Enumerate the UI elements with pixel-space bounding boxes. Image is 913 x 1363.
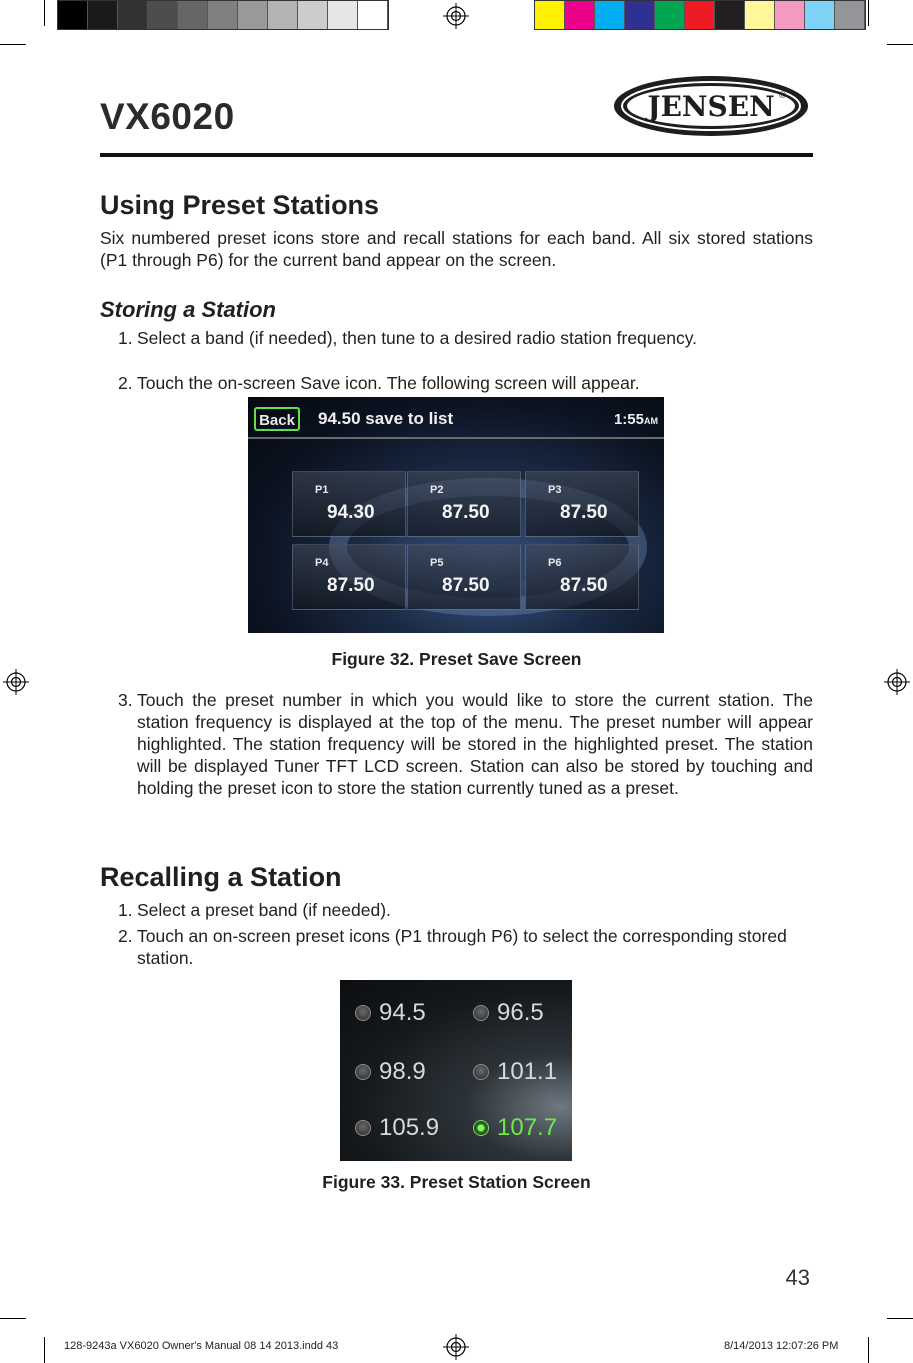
station-frequency: 101.1	[497, 1058, 558, 1085]
crop-mark	[887, 1318, 913, 1319]
preset-p5-button[interactable]	[407, 544, 521, 610]
step-number: 1.	[118, 328, 133, 348]
preset-frequency: 87.50	[327, 575, 375, 596]
registration-mark-icon	[443, 3, 469, 29]
crop-mark	[868, 0, 869, 26]
clock-ampm: AM	[644, 416, 658, 426]
color-swatch	[358, 1, 388, 29]
color-swatch	[298, 1, 328, 29]
color-swatch	[58, 1, 88, 29]
step-text: Touch the on-screen Save icon. The following screen will appear.	[137, 373, 640, 393]
recalling-step-2	[118, 925, 813, 969]
preset-frequency: 87.50	[560, 575, 608, 596]
subheading-storing: Storing a Station	[100, 297, 276, 322]
preset-frequency: 87.50	[442, 575, 490, 596]
step-number: 1.	[118, 900, 133, 920]
jensen-logo	[612, 74, 810, 138]
registration-mark-icon	[443, 1334, 469, 1360]
clock-time: 1:55	[613, 411, 644, 428]
save-screen-title: 94.50 save to list	[318, 409, 454, 428]
storing-step-3	[118, 689, 813, 799]
color-swatch	[118, 1, 148, 29]
radio-dot-selected-icon	[473, 1120, 489, 1136]
color-swatch	[595, 1, 625, 29]
color-swatch	[745, 1, 775, 29]
preset-label: P5	[430, 557, 444, 569]
preset-frequency: 94.30	[327, 502, 375, 523]
figure-33-caption: Figure 33. Preset Station Screen	[322, 1172, 591, 1192]
title-divider	[248, 437, 664, 439]
preset-save-screen-figure	[248, 397, 664, 633]
color-swatch	[775, 1, 805, 29]
slug-file-info: 128-9243a VX6020 Owner's Manual 08 14 2013.indd 43	[64, 1340, 339, 1352]
preset-frequency: 87.50	[560, 502, 608, 523]
preset-label: P2	[430, 484, 444, 496]
radio-dot-icon	[355, 1064, 371, 1080]
step-text: Touch an on-screen preset icons (P1 through P6) to select the corresponding stored station.	[137, 926, 787, 968]
crop-mark	[868, 1337, 869, 1363]
color-swatch	[208, 1, 238, 29]
station-frequency: 105.9	[379, 1114, 440, 1141]
color-swatch	[148, 1, 178, 29]
color-swatch	[535, 1, 565, 29]
clock	[614, 411, 658, 428]
registration-mark-icon	[3, 669, 29, 695]
storing-step-1	[118, 327, 813, 349]
back-button[interactable]: Back	[254, 407, 300, 431]
step-number: 3.	[118, 690, 133, 710]
section-heading-recalling: Recalling a Station	[100, 862, 342, 892]
radio-dot-icon	[473, 1005, 489, 1021]
preset-p4-button[interactable]	[292, 544, 406, 610]
preset-label: P6	[548, 557, 562, 569]
figure-32-caption: Figure 32. Preset Save Screen	[331, 649, 582, 669]
color-swatch	[625, 1, 655, 29]
preset-p6-button[interactable]	[525, 544, 639, 610]
preset-label: P4	[315, 557, 329, 569]
station-frequency: 96.5	[497, 999, 544, 1026]
radio-dot-icon	[355, 1120, 371, 1136]
header-rule	[100, 153, 813, 157]
preset-frequency: 87.50	[442, 502, 490, 523]
color-swatch	[715, 1, 745, 29]
step-number: 2.	[118, 373, 133, 393]
slug-date: 8/14/2013 12:07:26 PM	[724, 1340, 839, 1352]
preset-p1-button[interactable]	[292, 471, 406, 537]
preset-p2-button[interactable]	[407, 471, 521, 537]
model-title: VX6020	[100, 96, 235, 137]
color-swatch	[238, 1, 268, 29]
intro-paragraph: Six numbered preset icons store and recall stations for each band. All six stored stations (P1 through P6) for the current band appear on the screen.	[100, 228, 813, 270]
station-frequency: 98.9	[379, 1058, 426, 1085]
color-swatch	[685, 1, 715, 29]
crop-mark	[0, 1318, 26, 1319]
storing-step-2	[118, 372, 813, 394]
registration-mark-icon	[884, 669, 910, 695]
step-text: Touch the preset number in which you would like to store the current station. The station frequency is displayed at the top of the menu. The preset number will appear highlighted. The station frequency will be stored in the highlighted preset. The station will be displayed Tuner TFT LCD screen. Station can also be stored by touching and holding the preset icon to store the station currently tuned as a preset.	[137, 690, 813, 798]
color-swatch	[565, 1, 595, 29]
color-swatch	[655, 1, 685, 29]
color-swatch	[268, 1, 298, 29]
step-text: Select a preset band (if needed).	[137, 900, 391, 920]
registered-mark: ®	[778, 91, 787, 101]
station-frequency: 94.5	[379, 999, 426, 1026]
crop-mark	[887, 44, 913, 45]
step-number: 2.	[118, 926, 133, 946]
preset-p3-button[interactable]	[525, 471, 639, 537]
color-swatch	[178, 1, 208, 29]
page-number: 43	[785, 1265, 810, 1290]
cmyk-color-bar	[534, 0, 866, 30]
crop-mark	[44, 1337, 45, 1363]
preset-label: P1	[315, 484, 329, 496]
color-swatch	[328, 1, 358, 29]
color-swatch	[88, 1, 118, 29]
step-text: Select a band (if needed), then tune to a desired radio station frequency.	[137, 328, 698, 348]
color-swatch	[835, 1, 865, 29]
logo-text: JENSEN	[647, 90, 775, 123]
preset-label: P3	[548, 484, 562, 496]
radio-dot-icon	[355, 1005, 371, 1021]
section-heading-using-presets: Using Preset Stations	[100, 190, 380, 220]
gray-color-bar	[57, 0, 389, 30]
crop-mark	[0, 44, 26, 45]
crop-mark	[44, 0, 45, 26]
color-swatch	[805, 1, 835, 29]
radio-dot-icon	[473, 1064, 489, 1080]
preset-station-screen-figure	[340, 980, 572, 1161]
recalling-step-1	[118, 899, 813, 921]
station-frequency: 107.7	[497, 1114, 558, 1141]
